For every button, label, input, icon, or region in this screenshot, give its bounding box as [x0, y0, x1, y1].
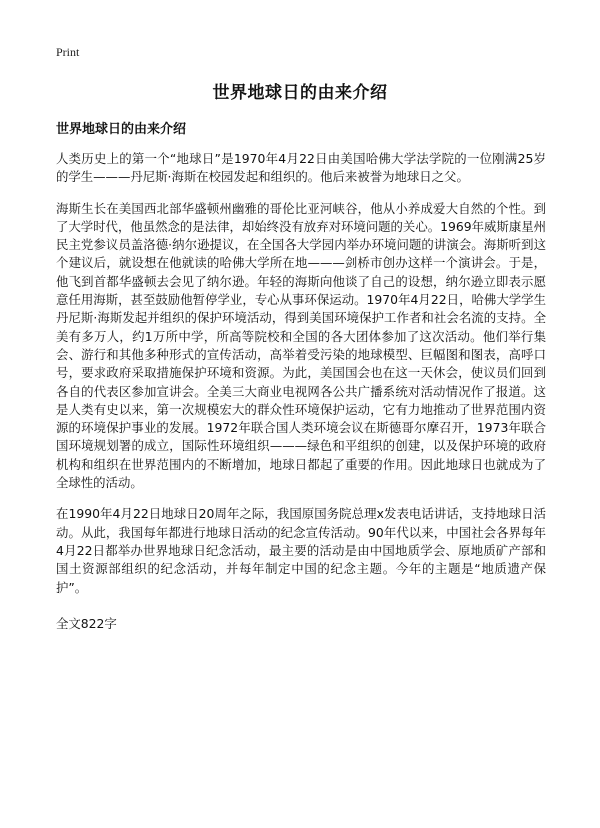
word-count: 全文822字: [56, 616, 117, 631]
article-paragraph: 海斯生长在美国西北部华盛顿州幽雅的哥伦比亚河峡谷，他从小养成爱大自然的个性。到了大学时代，他虽然念的是法律，却始终没有放弃对环境问题的关心。1969年威斯康星州民主党参议员盖洛德·纳尔逊提议，在全国各大学园内举办环境问题的讲演会。海斯听到这个建议后，就设想在他就读的哈佛大学所在地———剑桥市创办这样一个演讲会。于是，他飞到首都华盛顿去会见了纳尔逊。年轻的海斯向他谈了自己的设想，纳尔逊立即表示愿意任用海斯，甚至鼓励他暂停学业，专心从事环保运动。1970年4月22日，哈佛大学学生丹尼斯·海斯发起并组织的保护环境活动，得到美国环境保护工作者和社会名流的支持。全美有多万人，约1万所中学，所高等院校和全国的各大团体参加了这次活动。他们举行集会、游行和其他多种形式的宣传活动，高举着受污染的地球模型、巨幅图和图表，高呼口号，要求政府采取措施保护环境和资源。为此，美国国会也在这一天休会，使议员们回到各自的代表区参加宣讲会。全美三大商业电视网各公共广播系统对活动情况作了报道。这是人类有史以来，第一次规模宏大的群众性环境保护运动，它有力地推动了世界范围内资源的环境保护事业的发展。1972年联合国人类环境会议在斯德哥尔摩召开，1973年联合国环境规划署的成立，国际性环境组织———绿色和平组织的创建，以及保护环境的政府机构和组织在世界范围内的不断增加，地球日都起了重要的作用。因此地球日也就成为了全球性的活动。: [56, 200, 546, 491]
article-subtitle: 世界地球日的由来介绍: [56, 122, 187, 137]
article-paragraph: 在1990年4月22日地球日20周年之际，我国原国务院总理x发表电话讲话，支持地球日活动。从此，我国每年都进行地球日活动的纪念宣传活动。90年代以来，中国社会各界每年4月22日都举办世界地球日纪念活动，最主要的活动是由中国地质学会、原地质矿产部和国土资源部组织的纪念活动，并每年制定中国的纪念主题。今年的主题是“地质遗产保护”。: [56, 506, 546, 595]
article-body: [56, 150, 546, 610]
print-link[interactable]: Print: [56, 45, 80, 59]
article-paragraph: 人类历史上的第一个“地球日”是1970年4月22日由美国哈佛大学法学院的一位刚满25岁的学生———丹尼斯·海斯在校园发起和组织的。他后来被誉为地球日之父。: [56, 151, 546, 185]
page-title: 世界地球日的由来介绍: [212, 83, 388, 103]
